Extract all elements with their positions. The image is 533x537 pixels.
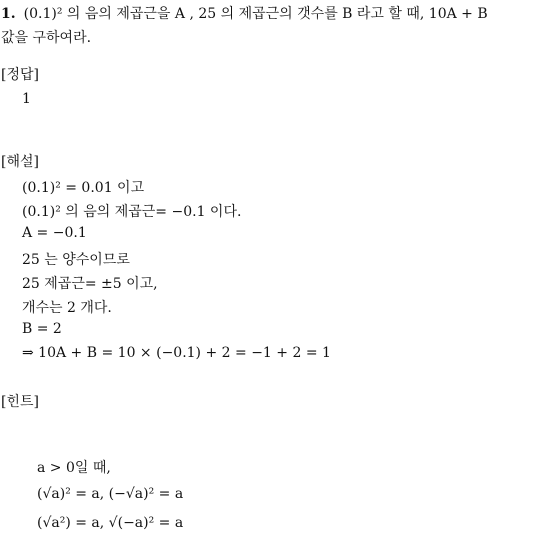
hint-line: a > 0일 때, — [37, 460, 111, 476]
answer-value: 1 — [22, 91, 31, 107]
solution-line: A = −0.1 — [22, 225, 87, 241]
problem-line-2: 값을 구하여라. — [1, 30, 92, 46]
hint-line: (√a)² = a, (−√a)² = a — [37, 486, 184, 502]
hint-label: [힌트] — [1, 394, 39, 410]
solution-line: 25 는 양수이므로 — [22, 252, 130, 268]
problem-number: 1. — [1, 6, 16, 22]
solution-line: ⇒ 10A + B = 10 × (−0.1) + 2 = −1 + 2 = 1 — [22, 345, 331, 361]
solution-line: (0.1)² 의 음의 제곱근= −0.1 이다. — [22, 204, 242, 220]
solution-line: 25 제곱근= ±5 이고, — [22, 276, 158, 292]
solution-label: [해설] — [1, 154, 39, 170]
solution-line: 개수는 2 개다. — [22, 300, 112, 316]
solution-line: B = 2 — [22, 321, 62, 337]
problem-statement — [1, 2, 488, 50]
solution-line: (0.1)² = 0.01 이고 — [22, 180, 145, 196]
answer-label: [정답] — [1, 67, 39, 83]
hint-line: (√a²) = a, √(−a)² = a — [37, 515, 184, 531]
problem-line-1: 1. (0.1)² 의 음의 제곱근을 A , 25 의 제곱근의 갯수를 B 라고 할 때, 10A + B — [1, 6, 488, 22]
